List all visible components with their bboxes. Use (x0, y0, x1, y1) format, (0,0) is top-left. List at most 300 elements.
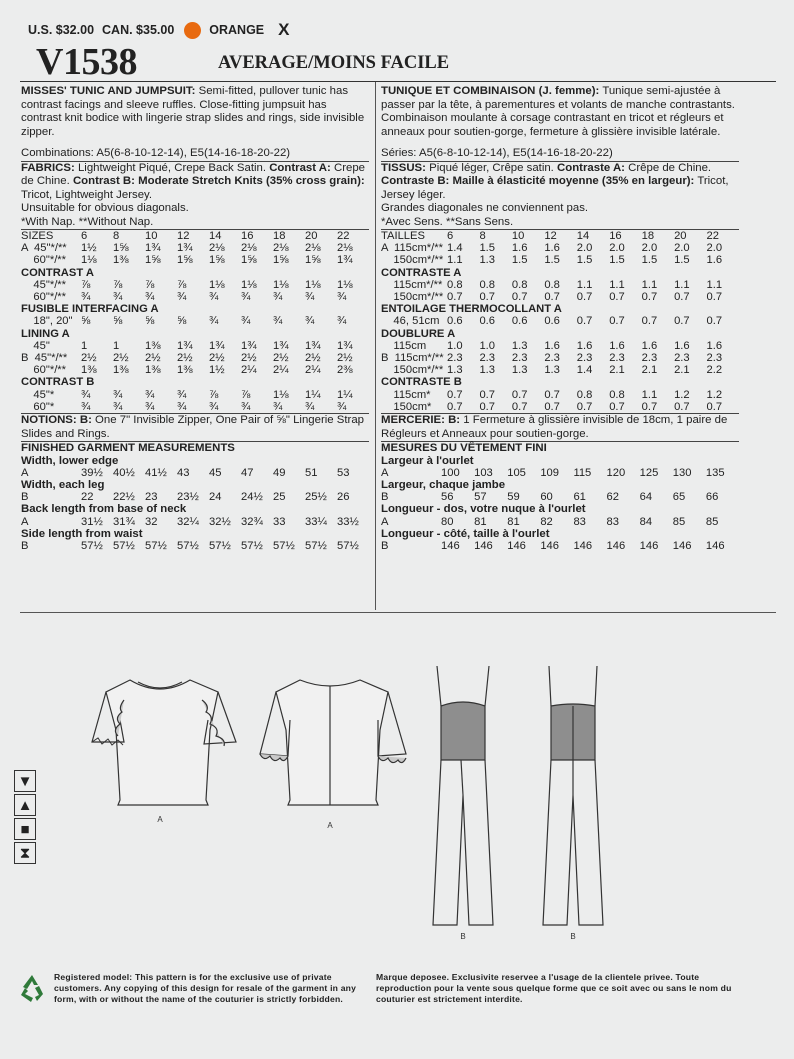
measure-value: 57½ (209, 539, 231, 552)
measure-value: 57½ (305, 539, 327, 552)
fabrics-text: Piqué léger, Crêpe satin. (429, 161, 554, 174)
yardage-value: 0.7 (447, 388, 463, 401)
view-label-tunic-front: A (157, 815, 163, 824)
yardage-value: 2.3 (544, 352, 560, 365)
description-text: Semi-fitted, pullover tunic has contrast facings and sleeve ruffles. Close-fitting jumpsuit has contrast knit bodice with lingerie strap slides and rings, side invisible zipper. (21, 85, 365, 138)
yardage-value: 0.7 (641, 400, 658, 413)
size-header: 18 (641, 230, 655, 242)
yardage-value: 1¾ (273, 339, 289, 352)
measure-value: 146 (441, 539, 460, 552)
yardage-value: 0.8 (447, 278, 463, 291)
yardage-value: 1.1 (674, 278, 690, 291)
series-label: Séries: (381, 147, 417, 159)
yardage-value: ⅝ (177, 315, 187, 328)
yardage-value: ⅞ (113, 278, 123, 291)
notions-text: 1 Fermeture à glissière invisible de 18cm, 1 paire de Régleurs et Anneaux pour soutien-gorge. (381, 414, 728, 440)
yardage-value: 1⅛ (273, 278, 289, 291)
tunic-back-drawing (260, 680, 406, 805)
yardage-value: 1.6 (706, 339, 723, 352)
yardage-row-label: 60"*/** (21, 254, 67, 267)
measure-title: Largeur à l'ourlet (381, 454, 474, 467)
yardage-row-label: B 45"*/** (21, 352, 68, 365)
unsuitable-note: Grandes diagonales ne conviennent pas. (381, 202, 589, 214)
yardage-value: 0.7 (511, 400, 528, 413)
measure-value: 49 (273, 466, 286, 479)
measure-value: 125 (639, 466, 659, 479)
measure-value: 32¼ (177, 515, 199, 528)
yardage-row (381, 279, 739, 291)
yardage-value: ⅞ (241, 388, 251, 401)
yardage-value: 1⅛ (81, 254, 97, 267)
measure-row (21, 516, 369, 528)
tunic-front-drawing (92, 680, 236, 805)
yardage-value: ¾ (177, 388, 187, 401)
size-header: 14 (209, 230, 222, 242)
nap-note: *Avec Sens. **Sans Sens. (381, 215, 514, 228)
pattern-number: V1538 (36, 41, 137, 83)
header-divider (20, 81, 776, 82)
yardage-value: ¾ (337, 315, 347, 328)
yardage-value: 1⅝ (145, 254, 161, 267)
sizes-label: TAILLES (381, 230, 425, 242)
yardage-row (381, 389, 739, 401)
description-en (21, 85, 369, 139)
legal-lead: Marque deposee. (376, 972, 450, 982)
measure-value: 40½ (113, 466, 135, 479)
measure-title: Longueur - dos, votre nuque à l'ourlet (381, 503, 586, 516)
notions-label: MERCERIE: B: (381, 414, 461, 427)
measure-value: 146 (672, 539, 692, 552)
contrast-a-label: Contraste A: (557, 161, 625, 174)
yardage-value: 1.5 (641, 254, 658, 267)
measure-value: 100 (441, 466, 460, 479)
yardage-row-label: 45"*/** (21, 278, 67, 291)
yardage-value: 2.1 (641, 364, 658, 377)
legal-text: Exclusivite reservee a l'usage de la clientele privee. Toute reproduction pour la vente sous quelque forme que ce soit avec ou sans le nom du couturier est strictement interdite. (376, 972, 732, 1004)
yardage-value: 0.7 (641, 315, 658, 328)
bottom-divider (20, 612, 776, 613)
measure-value: 84 (639, 515, 653, 528)
measure-value: 130 (672, 466, 692, 479)
yardage-value: 0.7 (576, 315, 593, 328)
yardage-row-label: A 45"*/** (21, 242, 67, 255)
size-header: 22 (706, 230, 719, 242)
square-icon: ■ (14, 818, 36, 840)
price-us: U.S. $32.00 (28, 23, 95, 37)
yardage-value: ¾ (273, 315, 283, 328)
notions-text: One 7" Invisible Zipper, One Pair of ⅝" Lingerie Strap Slides and Rings. (21, 414, 364, 440)
measure-row (381, 467, 739, 479)
yardage-value: 1.6 (544, 339, 560, 352)
yardage-value: 1⅝ (113, 242, 129, 255)
size-header: 18 (273, 230, 286, 242)
measure-value: 31¾ (113, 515, 135, 528)
yardage-value: 1½ (81, 242, 97, 255)
yardage-value: 1⅛ (241, 278, 257, 291)
section-title: DOUBLURE A (381, 327, 456, 340)
contrast-b-text: Tricot, Lightweight Jersey. (21, 188, 153, 201)
yardage-value: 2.3 (576, 352, 593, 365)
yardage-value: ¾ (177, 291, 187, 304)
recycle-icon (16, 972, 48, 1004)
yardage-value: 2.3 (479, 352, 495, 365)
garment-illustrations (80, 660, 640, 950)
measure-value: 81 (474, 515, 487, 528)
yardage-value: 2.0 (576, 242, 593, 255)
yardage-value: 0.7 (674, 400, 690, 413)
yardage-value: 1¼ (305, 388, 321, 401)
yardage-value: ¾ (177, 400, 187, 413)
yardage-value: 1⅛ (273, 388, 289, 401)
yardage-row-label: 45"* (21, 388, 55, 401)
measure-view-label: A (21, 466, 29, 479)
yardage-value: 0.7 (609, 291, 625, 304)
yardage-value: 1.6 (706, 254, 723, 267)
yardage-value: 0.7 (609, 315, 625, 328)
measure-view-label: B (381, 491, 389, 504)
yardage-value: 2½ (81, 352, 97, 365)
size-mark: X (278, 20, 290, 39)
measure-value: 81 (507, 515, 520, 528)
yardage-row (381, 352, 739, 364)
measure-value: 33 (273, 515, 286, 528)
yardage-value: 1.1 (576, 278, 593, 291)
view-label-tunic-back: A (327, 821, 333, 830)
yardage-value: 0.8 (609, 388, 625, 401)
size-header: 14 (576, 230, 590, 242)
contrast-b-label: Contrast B: Moderate Stretch Knits (35% cross grain): (72, 175, 365, 187)
legal-text: This pattern is for the exclusive use of private customers. Any copying of this design for resale of the garment in any form, with or without the name of the couturier is strictly forbidden. (54, 972, 357, 1004)
yardage-value: 1¾ (145, 242, 161, 255)
size-header: 10 (145, 230, 158, 242)
yardage-row (381, 254, 739, 266)
yardage-value: 1¾ (337, 339, 353, 352)
measure-value: 85 (705, 515, 719, 528)
yardage-value: 1.3 (511, 364, 528, 377)
yardage-value: 1.2 (706, 388, 723, 401)
sizes-label: SIZES (21, 230, 54, 242)
yardage-value: 0.7 (706, 291, 723, 304)
measure-value: 60 (540, 491, 553, 504)
price-row (28, 20, 298, 40)
notions-en (21, 413, 369, 441)
yardage-value: 0.7 (544, 388, 560, 401)
yardage-value: 1⅛ (337, 278, 353, 291)
yardage-value: 0.7 (544, 400, 560, 413)
measure-value: 115 (573, 466, 592, 479)
contrast-a-label: Contrast A: (269, 161, 331, 174)
yardage-value: 1.4 (576, 364, 593, 377)
english-column (21, 85, 369, 552)
yardage-value: 1.3 (544, 364, 560, 377)
yardage-value: 1⅝ (241, 254, 257, 267)
yardage-value: 1.3 (479, 364, 495, 377)
measure-row (381, 540, 739, 552)
yardage-value: 1.5 (479, 242, 495, 255)
yardage-value: ⅝ (113, 315, 123, 328)
yardage-value: ¾ (81, 291, 91, 304)
yardage-value: 1 (113, 339, 120, 352)
yardage-value: 0.7 (447, 400, 463, 413)
yardage-value: 1⅝ (305, 254, 321, 267)
yardage-value: 1¾ (337, 254, 353, 267)
yardage-row (21, 389, 369, 401)
unsuitable-note: Unsuitable for obvious diagonals. (21, 202, 189, 214)
measure-value: 146 (507, 539, 526, 552)
section-title: LINING A (21, 327, 70, 340)
measure-title: Width, each leg (21, 478, 105, 491)
combinations-value: A5(6-8-10-12-14), E5(14-16-18-20-22) (96, 147, 291, 159)
measure-value: 146 (606, 539, 626, 552)
yardage-value: 2⅛ (337, 242, 353, 255)
yardage-row (21, 364, 369, 376)
measure-row (381, 491, 739, 503)
series-value: A5(6-8-10-12-14), E5(14-16-18-20-22) (419, 147, 613, 159)
yardage-value: 0.7 (447, 291, 463, 304)
measure-value: 43 (177, 466, 190, 479)
contrast-b-text: Tricot, Jersey léger. (381, 175, 729, 201)
yardage-section-title (21, 267, 369, 279)
yardage-row (21, 254, 369, 266)
yardage-value: 0.8 (544, 278, 560, 291)
yardage-value: ¾ (209, 291, 219, 304)
yardage-value: ¾ (305, 315, 315, 328)
yardage-value: 1.6 (511, 242, 528, 255)
size-header: 6 (81, 230, 88, 242)
yardage-value: 2.0 (609, 242, 625, 255)
view-label-jumpsuit-front: B (460, 932, 466, 941)
yardage-value: ¾ (113, 291, 123, 304)
yardage-value: 1¼ (337, 388, 353, 401)
contrast-a-text: Crepe de Chine. (21, 161, 365, 187)
yardage-section-title (21, 303, 369, 315)
size-header: 10 (511, 230, 525, 242)
measure-value: 56 (441, 491, 454, 504)
measure-value: 24 (209, 491, 222, 504)
sizes-row (381, 230, 739, 243)
yardage-value: ¾ (81, 388, 91, 401)
yardage-value: 1⅝ (209, 254, 225, 267)
up-triangle-icon: ▲ (14, 794, 36, 816)
view-label-jumpsuit-back: B (570, 932, 576, 941)
pattern-markings (14, 770, 38, 866)
yardage-value: 1⅜ (145, 364, 161, 377)
yardage-row (21, 340, 369, 352)
yardage-value: 1.1 (641, 388, 658, 401)
yardage-row-label: 115cm*/** (381, 278, 443, 291)
yardage-value: 1¾ (177, 242, 193, 255)
measure-value: 109 (540, 466, 559, 479)
yardage-value: 0.7 (479, 400, 495, 413)
measure-value: 103 (474, 466, 493, 479)
yardage-value: 1.0 (479, 339, 495, 352)
yardage-value: ¾ (113, 388, 123, 401)
jumpsuit-back-drawing (543, 666, 603, 925)
size-header: 20 (674, 230, 687, 242)
yardage-value: 2.0 (674, 242, 690, 255)
section-title: CONTRASTE A (381, 266, 462, 279)
yardage-value: 0.7 (576, 291, 593, 304)
down-triangle-icon: ▼ (14, 770, 36, 792)
fabrics-fr (381, 161, 739, 230)
measure-value: 57½ (81, 539, 103, 552)
yardage-row (381, 364, 739, 376)
yardage-value: ⅞ (145, 278, 155, 291)
measure-value: 83 (606, 515, 619, 528)
measure-title: Largeur, chaque jambe (381, 478, 506, 491)
yardage-value: 1½ (209, 364, 225, 377)
notions-fr (381, 413, 739, 441)
yardage-value: 2½ (145, 352, 161, 365)
yardage-value: 1.5 (576, 254, 593, 267)
yardage-value: 0.8 (479, 278, 495, 291)
yardage-value: 1.6 (641, 339, 658, 352)
yardage-value: 2⅛ (305, 242, 321, 255)
yardage-value: ¾ (241, 400, 251, 413)
yardage-value: 1.6 (674, 339, 690, 352)
yardage-row-label: 150cm*/** (381, 291, 444, 304)
yardage-value: 1⅝ (177, 254, 193, 267)
yardage-row (21, 279, 369, 291)
measure-value: 80 (441, 515, 454, 528)
measure-view-label: A (381, 515, 389, 528)
yardage-row (21, 352, 369, 364)
yardage-row-label: 150cm*/** (381, 364, 444, 377)
nap-note: *With Nap. **Without Nap. (21, 215, 154, 228)
size-header: 16 (241, 230, 254, 242)
difficulty-level: AVERAGE/MOINS FACILE (218, 53, 450, 73)
french-column (381, 85, 739, 552)
measure-value: 25 (273, 491, 286, 504)
yardage-value: ¾ (145, 291, 155, 304)
measure-view-label: B (21, 491, 29, 504)
yardage-value: 2½ (241, 352, 257, 365)
fabrics-label: FABRICS: (21, 161, 75, 174)
measure-value: 32½ (209, 515, 231, 528)
measure-value: 57 (474, 491, 487, 504)
yardage-section-title (21, 328, 369, 340)
measurements-fr (381, 455, 739, 553)
size-header: 12 (177, 230, 190, 242)
yardage-row-label: 60"*/** (21, 364, 67, 377)
measure-value: 47 (241, 466, 254, 479)
yardage-row-label: 18", 20" (21, 315, 73, 328)
notions-label: NOTIONS: B: (21, 414, 92, 427)
measure-row (21, 540, 369, 552)
yardage-value: 1.1 (447, 254, 463, 267)
column-divider (375, 82, 376, 610)
yardage-value: 0.6 (447, 315, 463, 328)
yardage-row (21, 291, 369, 303)
yardage-value: 0.7 (576, 400, 593, 413)
yardage-value: 1.6 (609, 339, 625, 352)
section-title: ENTOILAGE THERMOCOLLANT A (381, 303, 562, 316)
size-header: 22 (337, 230, 350, 242)
yardage-value: 2½ (273, 352, 289, 365)
yardage-table-fr (381, 229, 739, 413)
yardage-value: ¾ (145, 400, 155, 413)
yardage-value: 1.3 (511, 339, 528, 352)
yardage-value: 2.3 (609, 352, 625, 365)
yardage-value: 1.5 (544, 254, 560, 267)
measure-value: 83 (573, 515, 586, 528)
measure-value: 33¼ (305, 515, 327, 528)
yardage-value: 0.6 (479, 315, 495, 328)
yardage-value: 1⅛ (305, 278, 321, 291)
description-title: TUNIQUE ET COMBINAISON (J. femme): (381, 85, 600, 97)
yardage-value: ¾ (113, 400, 123, 413)
combinations (21, 147, 369, 161)
yardage-value: 0.7 (479, 388, 495, 401)
measure-value: 146 (705, 539, 725, 552)
measure-value: 45 (209, 466, 222, 479)
yardage-value: 0.8 (511, 278, 528, 291)
yardage-value: 2⅛ (209, 242, 225, 255)
yardage-row-label: 150cm* (381, 400, 432, 413)
contrast-a-text: Crêpe de Chine. (628, 161, 712, 174)
yardage-value: 1⅛ (209, 278, 225, 291)
yardage-row-label: 60"* (21, 400, 55, 413)
measure-value: 64 (639, 491, 653, 504)
yardage-value: 1.1 (706, 278, 723, 291)
measure-value: 26 (337, 491, 350, 504)
yardage-value: 2.1 (674, 364, 690, 377)
contrast-b-label: Contraste B: Maille à élasticité moyenne (35% en largeur): (381, 175, 695, 187)
yardage-value: 0.6 (511, 315, 528, 328)
yardage-value: 1.5 (674, 254, 690, 267)
measure-value: 85 (672, 515, 686, 528)
yardage-value: ¾ (81, 400, 91, 413)
yardage-value: 0.7 (674, 291, 690, 304)
yardage-value: 1⅝ (273, 254, 289, 267)
yardage-row (381, 401, 739, 413)
measure-value: 146 (573, 539, 593, 552)
yardage-value: 2⅛ (273, 242, 289, 255)
measure-value: 32 (145, 515, 158, 528)
yardage-row-label: 115cm (381, 339, 427, 352)
yardage-value: 1¾ (177, 339, 193, 352)
yardage-value: 2⅛ (241, 242, 257, 255)
measure-title: Side length from waist (21, 527, 143, 540)
yardage-value: 2½ (305, 352, 321, 365)
measure-value: 62 (606, 491, 619, 504)
measure-value: 57½ (337, 539, 359, 552)
yardage-value: ¾ (209, 400, 219, 413)
yardage-value: 2.1 (609, 364, 625, 377)
yardage-value: ⅝ (81, 315, 91, 328)
legal-notice-fr (376, 972, 732, 1004)
yardage-value: 1¾ (209, 339, 225, 352)
yardage-value: ¾ (145, 388, 155, 401)
fabrics-en (21, 161, 369, 230)
yardage-row (381, 340, 739, 352)
yardage-value: 2.3 (706, 352, 723, 365)
yardage-value: 2½ (113, 352, 129, 365)
yardage-value: 2.3 (511, 352, 528, 365)
legal-notice-en (54, 972, 368, 1004)
yardage-value: 1 (81, 339, 88, 352)
yardage-value: 0.7 (479, 291, 495, 304)
yardage-value: 0.7 (706, 400, 723, 413)
measure-value: 25½ (305, 491, 327, 504)
measure-value: 135 (705, 466, 725, 479)
yardage-value: 1.1 (609, 278, 625, 291)
measure-value: 33½ (337, 515, 359, 528)
yardage-value: 1.6 (544, 242, 560, 255)
series (381, 147, 739, 161)
legal-lead: Registered model: (54, 972, 133, 982)
measure-title: Longueur - côté, taille à l'ourlet (381, 527, 550, 540)
